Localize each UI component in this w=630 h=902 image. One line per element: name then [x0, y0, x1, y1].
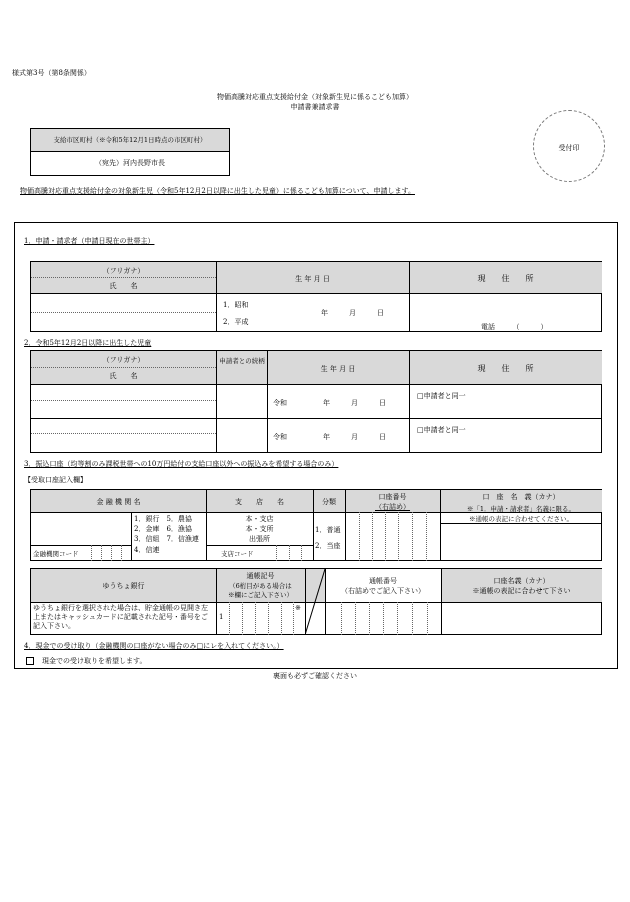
acct-no-sub: （右詰め） — [375, 503, 410, 511]
symbol-note2: ※欄にご記入下さい） — [228, 591, 293, 599]
holder-label: 口 座 名 義（カナ） — [482, 493, 560, 501]
yucho-holder-note: ※通帳の表記に合わせて下さい — [472, 587, 571, 595]
bank-name-label: 金 融 機 関 名 — [96, 498, 141, 506]
s2-row1-era: 令和 — [273, 399, 287, 407]
recipient-box — [30, 128, 230, 176]
symbol-prefix: 1 — [219, 613, 224, 621]
symbol-label: 通帳記号 — [246, 572, 275, 580]
form-number: 様式第3号（第8条関係） — [12, 69, 91, 77]
s1-address-label: 現 住 所 — [477, 274, 534, 283]
s2-dob-label: 生 年 月 日 — [320, 365, 356, 373]
symbol-mark: ※ — [295, 604, 301, 612]
number-note: （右詰めでご記入下さい） — [341, 587, 425, 595]
section3-heading: 3．振込口座（均等割のみ課税世帯への10万円給付の支給口座以外への振込みを希望する場合のみ） — [24, 460, 339, 468]
s1-name-label: 氏 名 — [109, 282, 138, 290]
bank-type-1: 1．銀行 5．農協 — [134, 515, 192, 523]
child-table — [30, 350, 602, 453]
bank-type-2: 2．金庫 6．漁協 — [134, 525, 192, 533]
cash-checkbox[interactable] — [26, 657, 34, 665]
s1-era-showa: 1．昭和 — [223, 301, 249, 309]
holder-note2: ※通帳の表記に合わせてください。 — [469, 515, 573, 523]
s1-dob-label: 生 年 月 日 — [295, 275, 330, 283]
holder-note1: ※「1．申請・請求者」名義に限る。 — [466, 505, 576, 513]
yucho-label: ゆうちょ銀行 — [102, 582, 145, 590]
footer-note: 裏面も必ずご確認ください — [273, 672, 357, 680]
section2-heading: 2．令和5年12月2日以降に出生した児童 — [24, 339, 152, 347]
applicant-table — [30, 261, 602, 332]
s2-furigana-label: （フリガナ） — [102, 356, 145, 364]
s2-row2-era: 令和 — [273, 433, 287, 441]
branch-type-2: 本・支所 — [245, 525, 274, 533]
diagonal-slash — [305, 569, 325, 635]
s2-row1-same[interactable]: □申請者と同一 — [417, 392, 466, 400]
cash-option-label: 現金での受け取りを希望します。 — [42, 657, 147, 665]
s1-furigana-label: （フリガナ） — [102, 267, 145, 275]
bank-table — [30, 489, 602, 561]
s2-name-label: 氏 名 — [109, 372, 138, 380]
acct-type-2: 2．当座 — [315, 542, 341, 550]
stamp-label: 受付印 — [558, 144, 580, 152]
yucho-table — [30, 568, 602, 635]
acct-type-1: 1．普通 — [315, 526, 341, 534]
s2-row2-same[interactable]: □申請者と同一 — [417, 426, 466, 434]
bank-code-label: 金融機関コード — [33, 550, 79, 558]
intro-text: 物価高騰対応重点支援給付金の対象新生児（令和5年12月2日以降に出生した児童）に係るこども加算について、申請します。 — [20, 187, 415, 195]
type-label: 分類 — [322, 498, 336, 506]
bank-type-4: 4．信連 — [134, 546, 160, 554]
section3-sub: 【受取口座記入欄】 — [24, 476, 87, 484]
s1-era-heisei: 2．平成 — [223, 318, 249, 326]
recipient-header: 支給市区町村（※令和5年12月1日時点の市区町村） — [31, 129, 229, 152]
number-label: 通帳番号 — [369, 577, 397, 585]
branch-name-label: 支 店 名 — [235, 498, 284, 506]
s2-address-label: 現 住 所 — [477, 364, 534, 373]
symbol-note1: （6桁目がある場合は — [229, 582, 292, 590]
reception-stamp — [533, 110, 605, 182]
recipient-addressee: （宛先）河内長野市長 — [95, 159, 165, 167]
yucho-holder-label: 口座名義（カナ） — [493, 577, 550, 585]
section4-heading: 4．現金での受け取り（金融機関の口座がない場合のみ□にレを入れてください。） — [24, 642, 284, 650]
section1-heading: 1．申請・請求者（申請日現在の世帯主） — [24, 237, 155, 245]
yucho-instruction: ゆうちょ銀行を選択された場合は、貯金通帳の見開き左上またはキャッシュカードに記載された記号・番号をご記入下さい。 — [33, 604, 208, 630]
branch-code-label: 支店コード — [221, 550, 254, 558]
cash-option[interactable] — [26, 656, 146, 666]
s2-row1-ymd: 年 月 日 — [323, 399, 386, 407]
s1-phone: 電話 （ ） — [481, 323, 548, 331]
acct-no-label: 口座番号 — [378, 493, 407, 501]
s1-ymd: 年 月 日 — [321, 309, 384, 317]
form-title: 物価高騰対応重点支援給付金（対象新生児に係るこども加算） — [217, 93, 413, 101]
form-subtitle: 申請書兼請求書 — [290, 103, 340, 111]
s2-relation-label: 申請者との続柄 — [219, 357, 265, 365]
branch-type-3: 出張所 — [249, 535, 270, 543]
bank-type-3: 3．信組 7．信漁連 — [134, 535, 199, 543]
s2-row2-ymd: 年 月 日 — [323, 433, 386, 441]
branch-type-1: 本・支店 — [245, 515, 274, 523]
